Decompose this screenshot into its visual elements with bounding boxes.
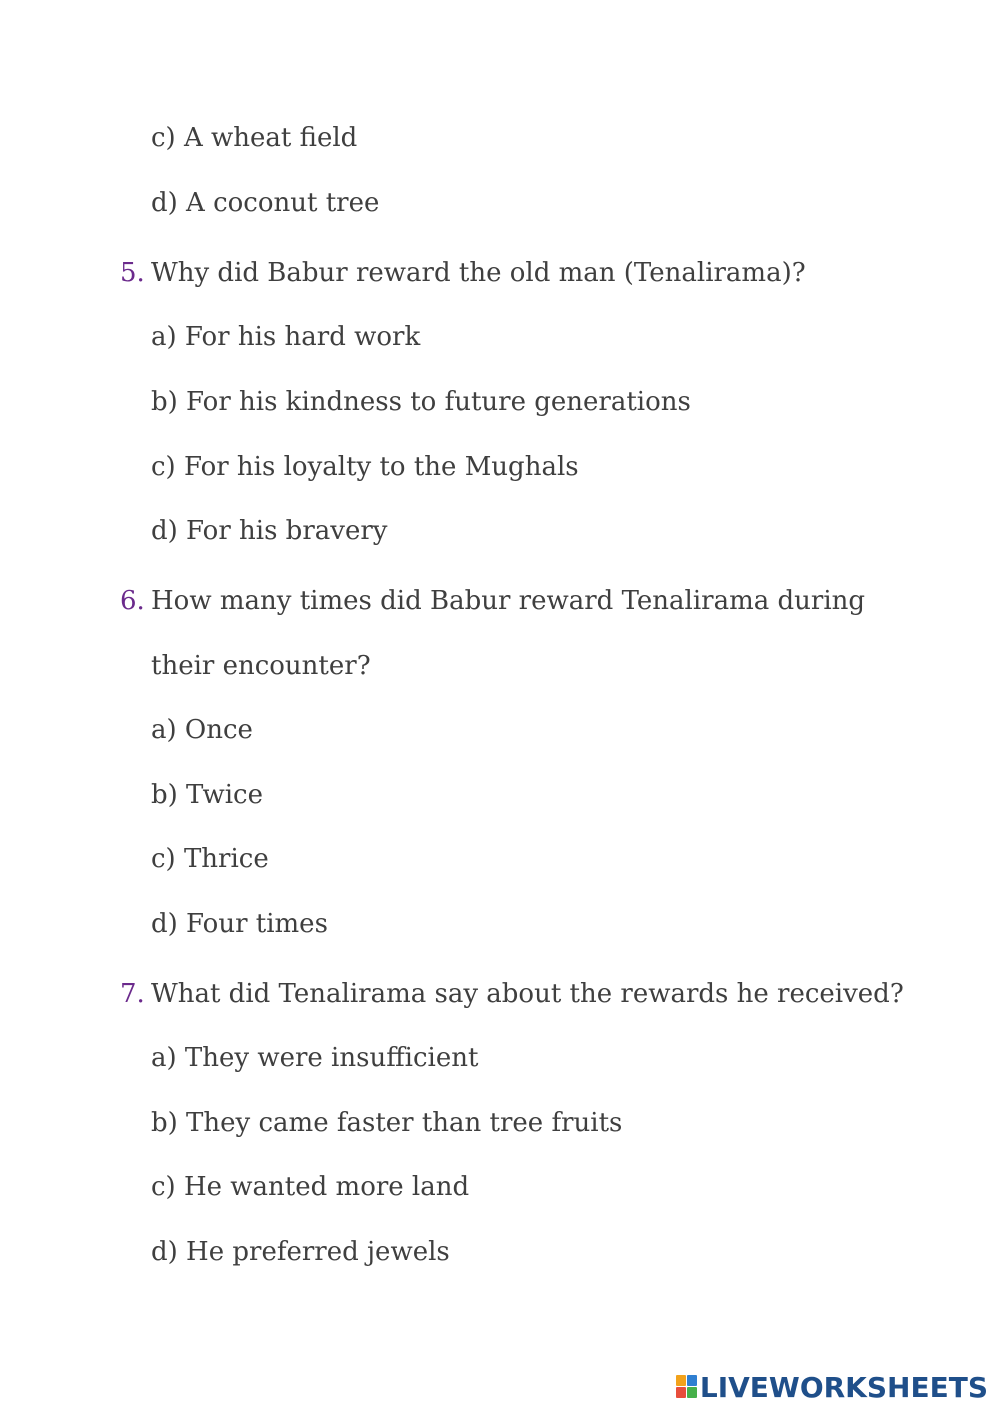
option-7a: a) They were insufficient — [151, 1043, 479, 1073]
question-6-text-continued: their encounter? — [151, 651, 371, 681]
question-7-number: 7. — [120, 979, 145, 1009]
option-5b: b) For his kindness to future generations — [151, 387, 691, 417]
question-6-text: How many times did Babur reward Tenalirama during — [151, 586, 866, 616]
liveworksheets-logo-icon — [676, 1375, 698, 1399]
option-5d: d) For his bravery — [151, 516, 388, 546]
option-6a: a) Once — [151, 715, 253, 745]
option-5a: a) For his hard work — [151, 322, 421, 352]
option-4c: c) A wheat field — [151, 123, 358, 153]
question-6-number: 6. — [120, 586, 145, 616]
option-4d: d) A coconut tree — [151, 188, 380, 218]
option-7d: d) He preferred jewels — [151, 1237, 450, 1267]
question-5-text: Why did Babur reward the old man (Tenalirama)? — [151, 258, 806, 288]
liveworksheets-brand — [676, 1370, 988, 1404]
option-6c: c) Thrice — [151, 844, 269, 874]
option-7b: b) They came faster than tree fruits — [151, 1108, 623, 1138]
brand-name: LIVEWORKSHEETS — [699, 1370, 988, 1404]
question-5-number: 5. — [120, 258, 145, 288]
option-7c: c) He wanted more land — [151, 1172, 470, 1202]
option-5c: c) For his loyalty to the Mughals — [151, 452, 579, 482]
option-6b: b) Twice — [151, 780, 263, 810]
question-7-text: What did Tenalirama say about the rewards he received? — [151, 979, 904, 1009]
option-6d: d) Four times — [151, 909, 328, 939]
